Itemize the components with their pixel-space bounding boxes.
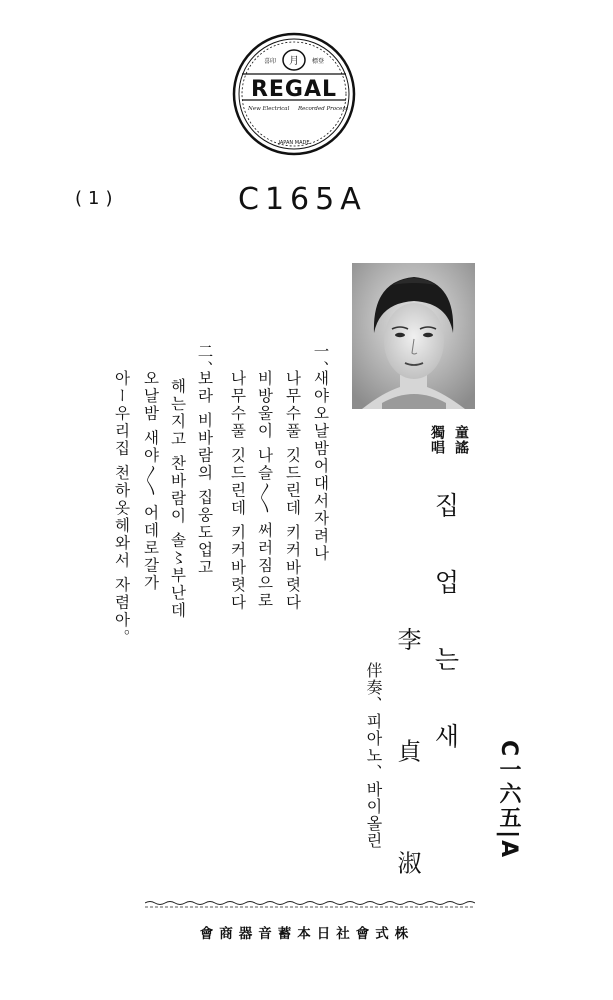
verse2-line3: 오날밤 새야〳〵 어데로갈가 bbox=[141, 370, 160, 592]
verse2-line2: 해는지고 찬바람이 솔〻부난데 bbox=[168, 378, 187, 620]
logo-bottom-text: JAPAN MADE bbox=[278, 140, 310, 146]
logo-mark-left: 喜印 bbox=[264, 58, 277, 65]
logo-subtitle-left: New Electrical bbox=[248, 106, 290, 112]
portrait-image bbox=[352, 263, 475, 409]
svg-text:月: 月 bbox=[289, 56, 299, 67]
song-title: 집 업 는 새 bbox=[431, 492, 460, 770]
verse1-line2: 나무수풀 깃드린데 키커바렷다 bbox=[283, 370, 302, 612]
genre-label-2: 獨唱 bbox=[429, 425, 445, 455]
verse2-line1: 보라 비바람의 집웅도업고 bbox=[195, 370, 214, 577]
verse1-line3: 비방울이 나슬〳〵 써러짐으로 bbox=[255, 370, 274, 610]
logo-mark-right: 標登 bbox=[312, 58, 325, 65]
company-name: 會商器音蓄本日社會式株 bbox=[199, 926, 415, 942]
singer-portrait-photo bbox=[352, 263, 475, 409]
regal-logo bbox=[232, 30, 356, 158]
genre-label-1: 童謠 bbox=[453, 425, 469, 455]
performer-name: 李 貞 淑 bbox=[393, 627, 421, 915]
catalog-number: C165A bbox=[238, 182, 367, 217]
catalog-number-vertical: C一六五|A bbox=[496, 740, 521, 860]
verse1-line1: 새야오날밤어대서자려나 bbox=[311, 370, 330, 563]
verse1-marker: 一、 bbox=[311, 343, 330, 378]
logo-brand: REGAL bbox=[250, 77, 338, 102]
footer-divider bbox=[145, 900, 475, 910]
verse2-line4: 아ー우리집 천하옷헤와서 자렴아。 bbox=[112, 370, 131, 647]
verse1-line4: 나무수풀 깃드린데 키커바렷다 bbox=[228, 370, 247, 612]
logo-subtitle-right: Recorded Process bbox=[298, 106, 349, 112]
verse2-marker: 二、 bbox=[195, 343, 214, 378]
record-number-label: (1) bbox=[75, 188, 119, 209]
accompaniment-text: 伴奏、피아노、바이올린 bbox=[364, 662, 383, 849]
